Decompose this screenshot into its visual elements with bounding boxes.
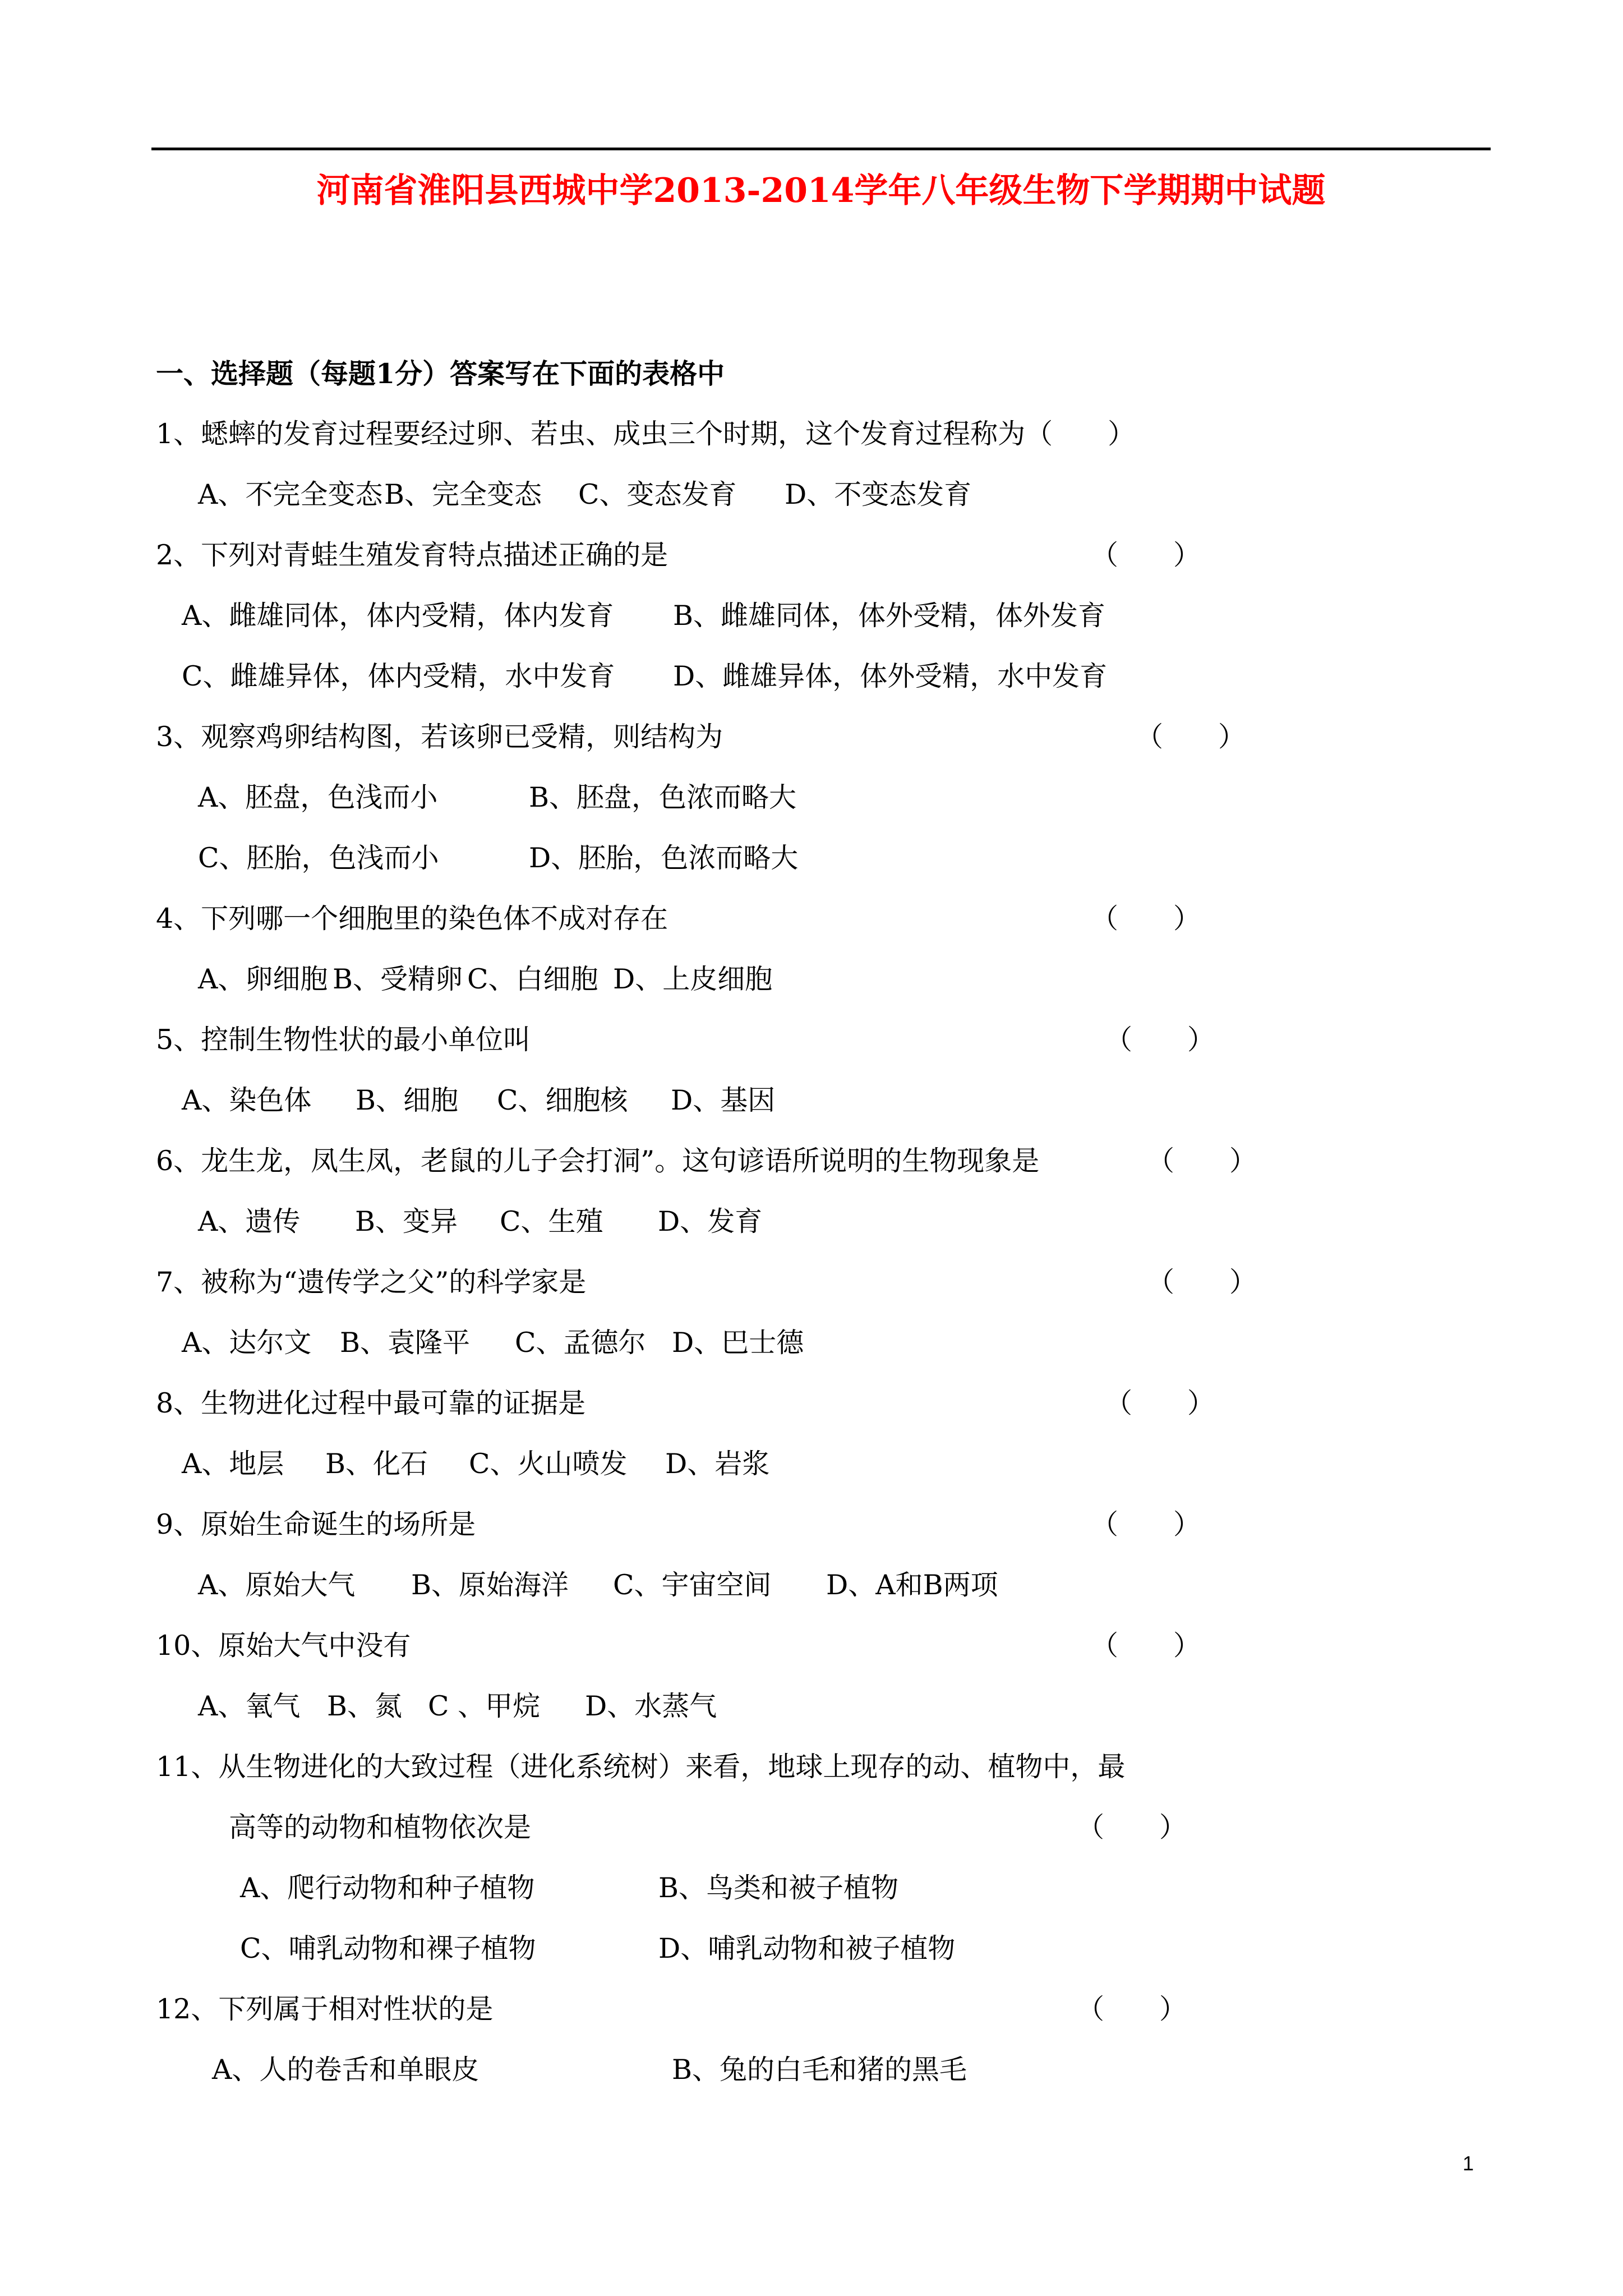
option-a: A、氧气 — [198, 1690, 301, 1722]
option-b: B、细胞 — [356, 1084, 459, 1116]
option-a: A、卵细胞 — [198, 963, 328, 995]
option-b: B、完全变态 — [384, 478, 542, 510]
question-8-options — [182, 1446, 769, 1482]
answer-paren: （ ） — [1091, 1630, 1201, 1662]
question-1-options — [198, 477, 971, 513]
option-c: C、细胞核 — [497, 1084, 628, 1116]
option-a: A、雌雄同体，体内受精，体内发育 — [182, 600, 614, 632]
option-d: D、不变态发育 — [785, 478, 972, 510]
option-a: A、胚盘，色浅而小 — [198, 781, 438, 813]
option-c: C、胚胎，色浅而小 — [198, 842, 439, 874]
answer-paren: （ ） — [1147, 1266, 1257, 1298]
option-c: C、孟德尔 — [515, 1327, 646, 1359]
answer-paren: （ ） — [1077, 1811, 1187, 1843]
question-4-stem: 4、下列哪一个细胞里的染色体不成对存在 — [156, 903, 668, 935]
option-d: D、雌雄异体，体外受精，水中发育 — [673, 660, 1108, 692]
question-6-options — [198, 1204, 762, 1240]
answer-paren: （ ） — [1091, 539, 1201, 571]
option-d: D、哺乳动物和被子植物 — [658, 1932, 956, 1964]
answer-paren: （ ） — [1147, 1145, 1257, 1177]
question-10-options — [198, 1688, 717, 1724]
question-12-options — [212, 2052, 967, 2088]
question-6-stem: 6、龙生龙，凤生凤，老鼠的儿子会打洞”。这句谚语所说明的生物现象是 — [156, 1145, 1040, 1177]
question-3-options-row2 — [198, 840, 798, 876]
option-d: D、上皮细胞 — [613, 963, 773, 995]
option-b: B、兔的白毛和猪的黑毛 — [672, 2054, 967, 2086]
option-c: C、火山喷发 — [469, 1448, 628, 1480]
option-a: A、达尔文 — [182, 1327, 312, 1359]
option-a: A、原始大气 — [198, 1569, 356, 1601]
question-2-options-row1 — [182, 598, 1105, 634]
option-c: C、变态发育 — [578, 478, 737, 510]
option-a: A、爬行动物和种子植物 — [240, 1872, 535, 1904]
section-heading: 一、选择题（每题1分）答案写在下面的表格中 — [156, 357, 725, 390]
option-a: A、地层 — [182, 1448, 284, 1480]
option-c: C、生殖 — [500, 1205, 603, 1237]
option-d: D、A和B两项 — [826, 1569, 998, 1601]
option-b: B、化石 — [325, 1448, 428, 1480]
option-d: D、巴士德 — [672, 1327, 804, 1359]
option-b: B、变异 — [355, 1205, 458, 1237]
question-5-options — [182, 1083, 775, 1119]
option-b: B、雌雄同体，体外受精，体外发育 — [673, 600, 1106, 632]
answer-paren: （ ） — [1077, 1993, 1187, 2025]
option-d: D、基因 — [671, 1084, 776, 1116]
question-2-stem: 2、下列对青蛙生殖发育特点描述正确的是 — [156, 539, 668, 571]
option-a: A、不完全变态 — [198, 478, 383, 510]
question-11-options-row2 — [240, 1931, 955, 1967]
answer-paren: （ ） — [1105, 1024, 1215, 1056]
option-b: B、袁隆平 — [340, 1327, 471, 1359]
question-11-stem-continued: 高等的动物和植物依次是 — [229, 1811, 532, 1843]
option-a: A、染色体 — [182, 1084, 312, 1116]
answer-paren: （ ） — [1091, 1508, 1201, 1540]
question-10-stem: 10、原始大气中没有 — [156, 1630, 411, 1662]
option-a: A、遗传 — [198, 1205, 301, 1237]
option-c: C、白细胞 — [467, 963, 598, 995]
question-1-stem: 1、蟋蟀的发育过程要经过卵、若虫、成虫三个时期，这个发育过程称为（ ） — [156, 418, 1136, 450]
option-b: B、胚盘，色浓而略大 — [529, 781, 797, 813]
answer-paren: （ ） — [1136, 721, 1246, 753]
question-3-options-row1 — [198, 780, 796, 816]
question-9-options — [198, 1567, 998, 1603]
option-d: D、发育 — [658, 1205, 763, 1237]
header-rule — [151, 148, 1491, 150]
option-d: D、岩浆 — [665, 1448, 770, 1480]
option-a: A、人的卷舌和单眼皮 — [212, 2054, 479, 2086]
option-b: B、氮 — [327, 1690, 403, 1722]
question-8-stem: 8、生物进化过程中最可靠的证据是 — [156, 1387, 586, 1419]
option-b: B、原始海洋 — [411, 1569, 569, 1601]
option-d: D、水蒸气 — [585, 1690, 717, 1722]
option-c: C、宇宙空间 — [613, 1569, 772, 1601]
page-title: 河南省淮阳县西城中学2013-2014学年八年级生物下学期期中试题 — [316, 171, 1326, 210]
question-11-stem: 11、从生物进化的大致过程（进化系统树）来看，地球上现存的动、植物中，最 — [156, 1751, 1126, 1783]
question-7-stem: 7、被称为“遗传学之父”的科学家是 — [156, 1266, 587, 1298]
question-12-stem: 12、下列属于相对性状的是 — [156, 1993, 494, 2025]
answer-paren: （ ） — [1105, 1387, 1215, 1419]
page-number: 1 — [1463, 2152, 1474, 2175]
option-d: D、胚胎，色浓而略大 — [529, 842, 799, 874]
option-b: B、鸟类和被子植物 — [658, 1872, 899, 1904]
option-b: B、受精卵 — [333, 963, 463, 995]
answer-paren: （ ） — [1091, 903, 1201, 935]
question-3-stem: 3、观察鸡卵结构图，若该卵已受精，则结构为 — [156, 721, 723, 753]
question-11-options-row1 — [240, 1870, 898, 1906]
option-c: C、哺乳动物和裸子植物 — [240, 1932, 536, 1964]
option-c: C、雌雄异体，体内受精，水中发育 — [182, 660, 615, 692]
option-c: C 、甲烷 — [428, 1690, 541, 1722]
question-2-options-row2 — [182, 659, 1107, 694]
question-5-stem: 5、控制生物性状的最小单位叫 — [156, 1024, 531, 1056]
question-4-options — [198, 961, 772, 997]
question-9-stem: 9、原始生命诞生的场所是 — [156, 1508, 476, 1540]
question-7-options — [182, 1325, 804, 1361]
